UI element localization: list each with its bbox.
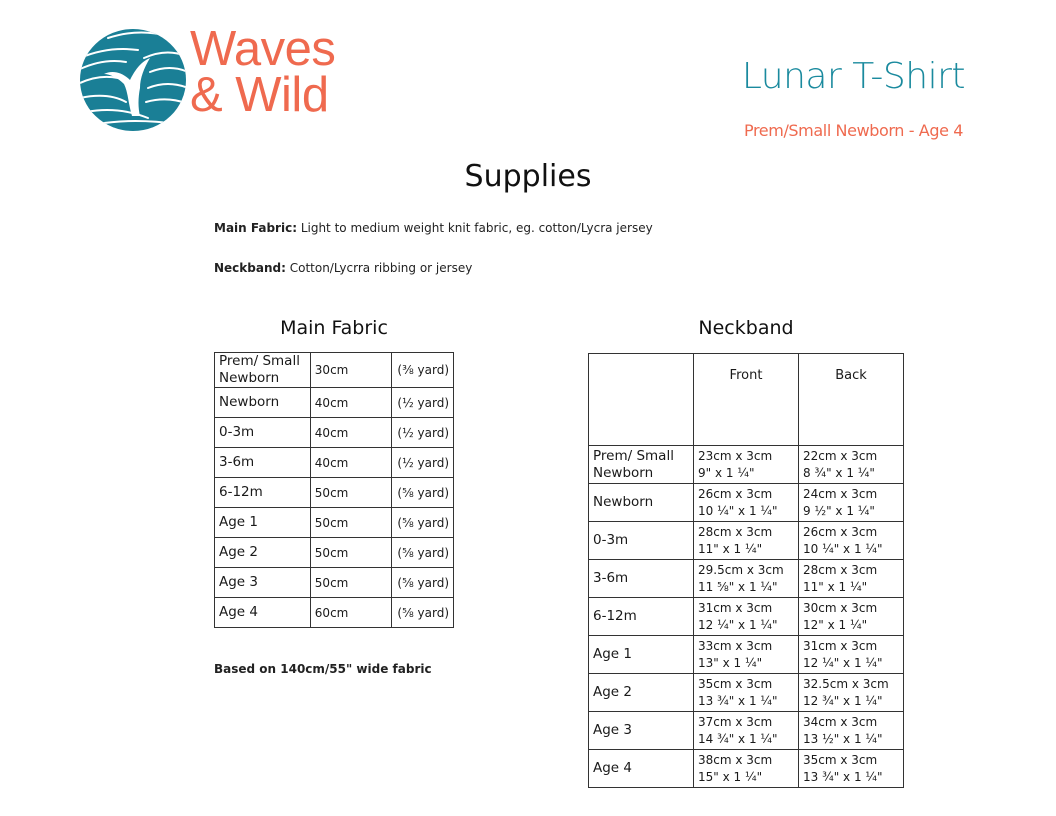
- metric-size: 28cm x 3cm: [698, 524, 773, 539]
- back-measurement-cell: [799, 750, 904, 788]
- table-row: [589, 446, 904, 484]
- table-row: [215, 418, 454, 448]
- table-row: [215, 388, 454, 418]
- length-cell: 40cm: [310, 388, 392, 418]
- metric-size: 29.5cm x 3cm: [698, 562, 784, 577]
- length-cell: 30cm: [310, 353, 392, 388]
- size-cell: Age 2: [589, 674, 694, 712]
- length-cell: 50cm: [310, 508, 392, 538]
- length-cell: 40cm: [310, 418, 392, 448]
- yardage-cell: (⅜ yard): [392, 353, 454, 388]
- metric-size: 30cm x 3cm: [803, 600, 878, 615]
- main-fabric-info: [214, 221, 653, 235]
- table-row: [589, 674, 904, 712]
- front-measurement-cell: [694, 674, 799, 712]
- size-cell: 6-12m: [589, 598, 694, 636]
- length-cell: 50cm: [310, 478, 392, 508]
- front-measurement-cell: [694, 484, 799, 522]
- imperial-size: 13 ¾" x 1 ¼": [698, 693, 778, 708]
- yardage-cell: (⅝ yard): [392, 538, 454, 568]
- metric-size: 28cm x 3cm: [803, 562, 878, 577]
- imperial-size: 11" x 1 ¼": [803, 579, 868, 594]
- main-fabric-table-title: Main Fabric: [280, 317, 388, 339]
- imperial-size: 12 ¾" x 1 ¼": [803, 693, 883, 708]
- table-row: [589, 484, 904, 522]
- neckband-info: [214, 261, 472, 275]
- back-measurement-cell: [799, 636, 904, 674]
- yardage-cell: (½ yard): [392, 418, 454, 448]
- imperial-size: 15" x 1 ¼": [698, 769, 763, 784]
- size-cell: Age 4: [215, 598, 311, 628]
- yardage-cell: (⅝ yard): [392, 598, 454, 628]
- imperial-size: 10 ¼" x 1 ¼": [698, 503, 778, 518]
- neckband-table: [588, 353, 904, 788]
- brand-line-1: Waves: [190, 22, 336, 76]
- column-header: Front: [694, 354, 799, 446]
- imperial-size: 12 ¼" x 1 ¼": [803, 655, 883, 670]
- back-measurement-cell: [799, 560, 904, 598]
- imperial-size: 11" x 1 ¼": [698, 541, 763, 556]
- front-measurement-cell: [694, 750, 799, 788]
- imperial-size: 8 ¾" x 1 ¼": [803, 465, 875, 480]
- size-cell: Age 1: [589, 636, 694, 674]
- length-cell: 50cm: [310, 538, 392, 568]
- table-row: [589, 712, 904, 750]
- size-cell: Age 2: [215, 538, 311, 568]
- size-cell: Prem/ Small Newborn: [589, 446, 694, 484]
- size-cell: 6-12m: [215, 478, 311, 508]
- metric-size: 33cm x 3cm: [698, 638, 773, 653]
- table-row: [215, 478, 454, 508]
- yardage-cell: (⅝ yard): [392, 508, 454, 538]
- front-measurement-cell: [694, 598, 799, 636]
- size-cell: Age 4: [589, 750, 694, 788]
- size-cell: 3-6m: [215, 448, 311, 478]
- table-row: [589, 636, 904, 674]
- main-fabric-label: Main Fabric:: [214, 221, 297, 235]
- metric-size: 32.5cm x 3cm: [803, 676, 889, 691]
- front-measurement-cell: [694, 636, 799, 674]
- table-row: [215, 538, 454, 568]
- main-fabric-text: Light to medium weight knit fabric, eg. cotton/Lycra jersey: [297, 221, 653, 235]
- front-measurement-cell: [694, 522, 799, 560]
- front-measurement-cell: [694, 560, 799, 598]
- back-measurement-cell: [799, 446, 904, 484]
- imperial-size: 9" x 1 ¼": [698, 465, 755, 480]
- table-row: [215, 448, 454, 478]
- front-measurement-cell: [694, 712, 799, 750]
- neckband-text: Cotton/Lycrra ribbing or jersey: [285, 261, 473, 275]
- pattern-name: Lunar T-Shirt: [741, 56, 965, 97]
- metric-size: 26cm x 3cm: [803, 524, 878, 539]
- imperial-size: 9 ½" x 1 ¼": [803, 503, 875, 518]
- yardage-cell: (½ yard): [392, 448, 454, 478]
- table-row: [589, 598, 904, 636]
- table-row: [215, 598, 454, 628]
- yardage-cell: (⅝ yard): [392, 568, 454, 598]
- size-cell: Newborn: [589, 484, 694, 522]
- neckband-table-title: Neckband: [698, 317, 794, 339]
- table-row: [215, 568, 454, 598]
- size-cell: 0-3m: [215, 418, 311, 448]
- metric-size: 23cm x 3cm: [698, 448, 773, 463]
- back-measurement-cell: [799, 712, 904, 750]
- metric-size: 38cm x 3cm: [698, 752, 773, 767]
- brand-wordmark: [190, 22, 336, 122]
- imperial-size: 13 ½" x 1 ¼": [803, 731, 883, 746]
- length-cell: 50cm: [310, 568, 392, 598]
- whale-tail-circle-icon: [78, 28, 188, 132]
- metric-size: 35cm x 3cm: [698, 676, 773, 691]
- imperial-size: 10 ¼" x 1 ¼": [803, 541, 883, 556]
- main-fabric-table: [214, 352, 454, 628]
- size-cell: Newborn: [215, 388, 311, 418]
- length-cell: 60cm: [310, 598, 392, 628]
- table-row: [589, 522, 904, 560]
- size-cell: 3-6m: [589, 560, 694, 598]
- metric-size: 34cm x 3cm: [803, 714, 878, 729]
- yardage-cell: (½ yard): [392, 388, 454, 418]
- column-header: [589, 354, 694, 446]
- imperial-size: 12 ¼" x 1 ¼": [698, 617, 778, 632]
- table-row: [589, 560, 904, 598]
- back-measurement-cell: [799, 522, 904, 560]
- size-range: Prem/Small Newborn - Age 4: [744, 121, 963, 140]
- column-header: Back: [799, 354, 904, 446]
- size-cell: Prem/ Small Newborn: [215, 353, 311, 388]
- table-row: [215, 508, 454, 538]
- size-cell: Age 1: [215, 508, 311, 538]
- size-cell: Age 3: [215, 568, 311, 598]
- table-row: [215, 353, 454, 388]
- imperial-size: 12" x 1 ¼": [803, 617, 868, 632]
- neckband-label: Neckband:: [214, 261, 286, 275]
- front-measurement-cell: [694, 446, 799, 484]
- metric-size: 31cm x 3cm: [803, 638, 878, 653]
- imperial-size: 13" x 1 ¼": [698, 655, 763, 670]
- metric-size: 31cm x 3cm: [698, 600, 773, 615]
- page-title: Supplies: [464, 159, 592, 194]
- back-measurement-cell: [799, 484, 904, 522]
- size-cell: Age 3: [589, 712, 694, 750]
- back-measurement-cell: [799, 598, 904, 636]
- imperial-size: 14 ¾" x 1 ¼": [698, 731, 778, 746]
- fabric-width-note: Based on 140cm/55" wide fabric: [214, 662, 432, 676]
- yardage-cell: (⅝ yard): [392, 478, 454, 508]
- metric-size: 37cm x 3cm: [698, 714, 773, 729]
- length-cell: 40cm: [310, 448, 392, 478]
- metric-size: 35cm x 3cm: [803, 752, 878, 767]
- imperial-size: 11 ⅝" x 1 ¼": [698, 579, 778, 594]
- metric-size: 22cm x 3cm: [803, 448, 878, 463]
- imperial-size: 13 ¾" x 1 ¼": [803, 769, 883, 784]
- metric-size: 24cm x 3cm: [803, 486, 878, 501]
- metric-size: 26cm x 3cm: [698, 486, 773, 501]
- table-header-row: [589, 354, 904, 446]
- brand-line-2: & Wild: [190, 68, 329, 122]
- table-row: [589, 750, 904, 788]
- size-cell: 0-3m: [589, 522, 694, 560]
- back-measurement-cell: [799, 674, 904, 712]
